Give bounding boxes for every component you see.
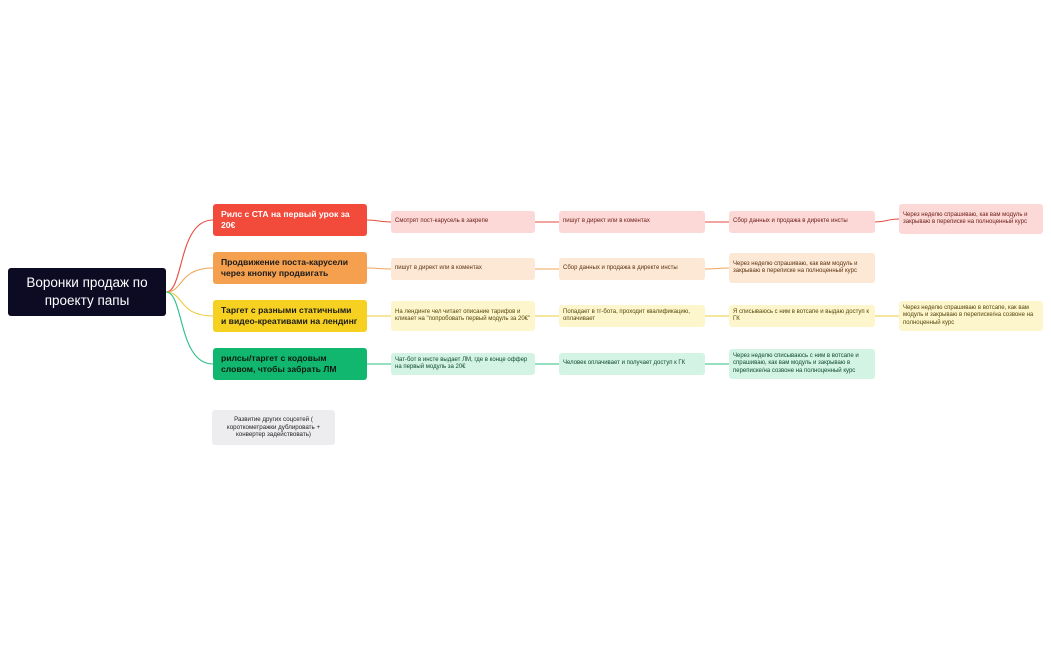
step-node[interactable] xyxy=(729,253,875,283)
branch-node-label: Рилс с СТА на первый урок за 20€ xyxy=(221,209,350,230)
connector-line xyxy=(166,292,213,316)
branch-node-codeword-lm[interactable] xyxy=(213,348,367,380)
step-node-label: Смотрят пост-карусель в закрепе xyxy=(395,218,489,225)
step-node[interactable] xyxy=(391,353,535,375)
branch-node-label: Продвижение поста-карусели через кнопку продвигать xyxy=(221,257,349,278)
step-node-label: Через неделю списываюсь с ним в вотсапе и спрашиваю, как вам модуль и закрываю в переписке/на созвоне на полноценный курс xyxy=(733,352,859,374)
step-node[interactable] xyxy=(729,305,875,327)
step-node[interactable] xyxy=(729,211,875,233)
step-node-label: пишут в директ или в коментах xyxy=(395,265,482,272)
step-node[interactable] xyxy=(899,204,1043,234)
step-node[interactable] xyxy=(559,211,705,233)
connector-line xyxy=(166,220,213,292)
step-node[interactable] xyxy=(559,305,705,327)
step-node[interactable] xyxy=(559,353,705,375)
step-node[interactable] xyxy=(729,349,875,379)
step-node-label: На лендинге чел читает описание тарифов и кликает на "попробовать первый модуль за 20€" xyxy=(395,308,531,322)
root-node[interactable] xyxy=(8,268,166,316)
step-node[interactable] xyxy=(391,301,535,331)
connector-line xyxy=(875,219,899,222)
step-node-label: Чат-бот в инсте выдает ЛМ, где в конце оффер на первый модуль за 20€ xyxy=(395,356,528,370)
step-node-label: Я списываюсь с ним в вотсапе и выдаю доступ к ГК xyxy=(733,308,869,322)
step-node[interactable] xyxy=(391,258,535,280)
step-node-label: Через неделю спрашиваю, как вам модуль и закрываю в переписке на полноценный курс xyxy=(903,211,1028,225)
branch-node-target-landing[interactable] xyxy=(213,300,367,332)
step-node-label: Сбор данных и продажа в директе инсты xyxy=(733,218,848,225)
connector-line xyxy=(367,220,391,222)
step-node-label: пишут в директ или в коментах xyxy=(563,218,650,225)
branch-node-carousel-promo[interactable] xyxy=(213,252,367,284)
step-node[interactable] xyxy=(559,258,705,280)
branch-node-label: рилсы/таргет с кодовым словом, чтобы забрать ЛМ xyxy=(221,353,337,374)
step-node-label: Через неделю спрашиваю в вотсапе, как вам модуль и закрываю в переписке/на созвоне на полноценный курс xyxy=(903,304,1034,326)
step-node-label: Человек оплачивает и получает доступ к ГК xyxy=(563,360,686,367)
step-node-label: Через неделю спрашиваю, как вам модуль и закрываю в переписке на полноценный курс xyxy=(733,260,858,274)
floating-topic-node[interactable] xyxy=(212,410,335,445)
connector-line xyxy=(367,268,391,269)
step-node[interactable] xyxy=(899,301,1043,331)
step-node[interactable] xyxy=(391,211,535,233)
connector-line xyxy=(705,268,729,269)
step-node-label: Попадает в тг-бота, проходит квалификацию, оплачивает xyxy=(563,308,690,322)
branch-node-label: Таргет с разными статичными и видео-креативами на лендинг xyxy=(221,305,358,326)
branch-node-reels-cta[interactable] xyxy=(213,204,367,236)
floating-topic-label: Развитие других соцсетей ( короткометражки дублировать + конвертер задействовать) xyxy=(226,416,321,439)
step-node-label: Сбор данных и продажа в директе инсты xyxy=(563,265,678,272)
connector-line xyxy=(166,292,213,364)
root-node-label: Воронки продаж по проекту папы xyxy=(26,275,148,308)
connector-line xyxy=(166,268,213,292)
